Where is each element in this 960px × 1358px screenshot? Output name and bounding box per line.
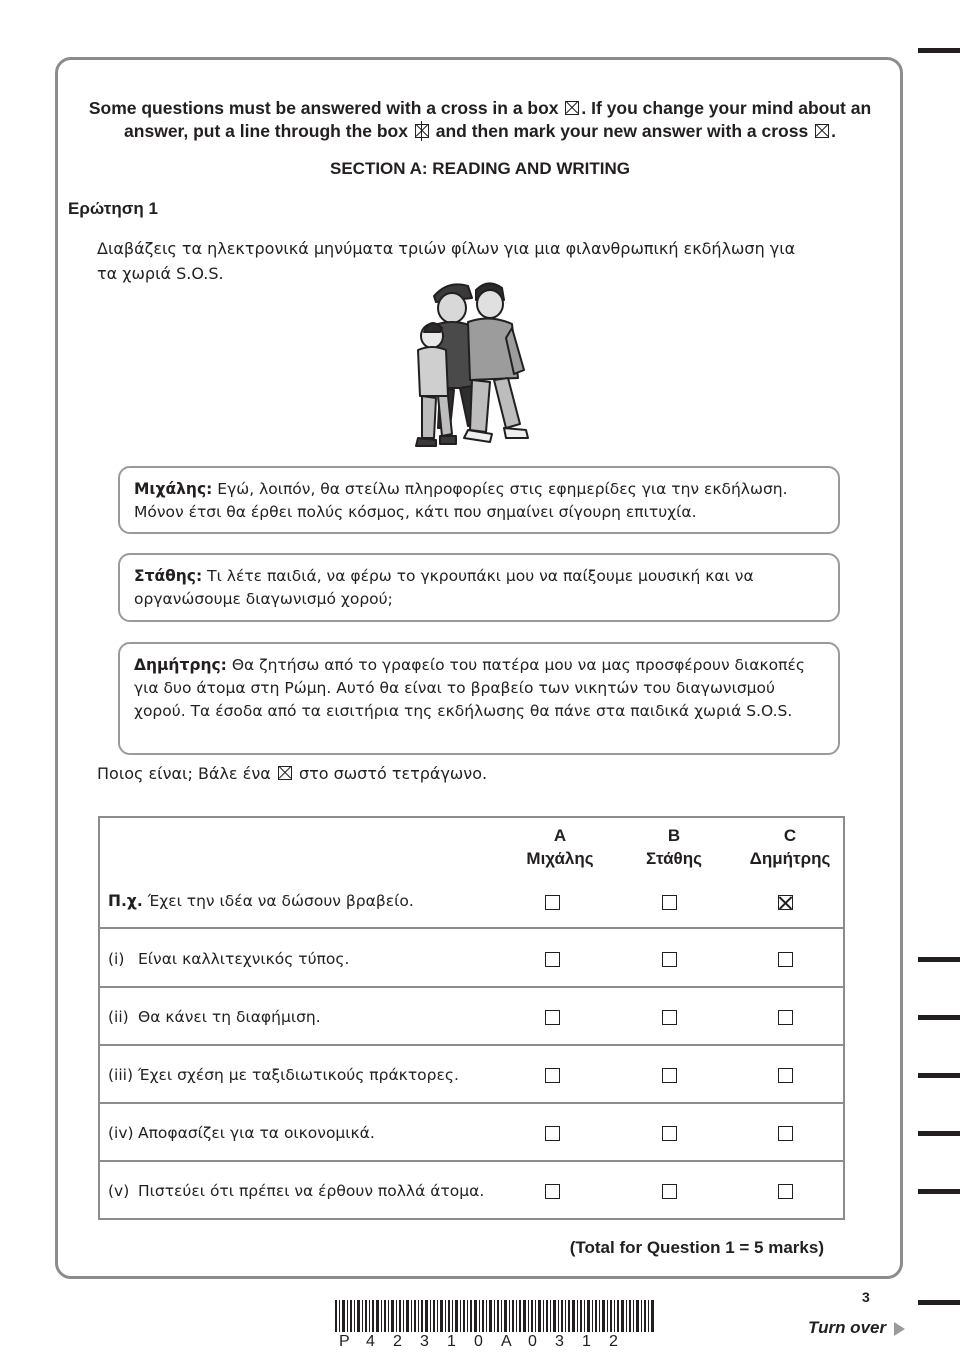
message-text: Τι λέτε παιδιά, να φέρω το γκρουπάκι μου να παίξουμε μουσική και να οργανώσουμε διαγωνισμό χορού; [134, 567, 754, 608]
message-sender: Μιχάλης: [134, 480, 213, 498]
checkbox-iii-c[interactable] [778, 1068, 793, 1083]
question-before: Ποιος είναι; Βάλε ένα [97, 764, 271, 783]
barcode-digit: 4 [366, 1333, 375, 1350]
total-marks: (Total for Question 1 = 5 marks) [569, 1238, 824, 1257]
barcode-digits [339, 1333, 636, 1351]
row-divider [100, 1102, 843, 1104]
three-friends-illustration-icon [410, 278, 535, 450]
cross-box-icon [278, 766, 292, 780]
checkbox-example-c[interactable] [778, 895, 793, 910]
checkbox-i-c[interactable] [778, 952, 793, 967]
margin-mark [918, 1015, 960, 1020]
checkbox-iii-b[interactable] [662, 1068, 677, 1083]
row-number: (ii) [108, 1008, 129, 1026]
checkbox-ii-a[interactable] [545, 1010, 560, 1025]
row-number: (iii) [108, 1066, 134, 1084]
checkbox-iv-a[interactable] [545, 1126, 560, 1141]
message-stathis [118, 553, 840, 622]
table-row [108, 1066, 459, 1084]
column-letter: A [553, 826, 567, 845]
checkbox-v-a[interactable] [545, 1184, 560, 1199]
checkbox-ii-b[interactable] [662, 1010, 677, 1025]
instructions [60, 97, 900, 143]
barcode-digit: 0 [528, 1333, 537, 1350]
table-row [108, 1182, 484, 1200]
instructions-line1b: . If you change your mind about an [581, 98, 872, 118]
section-title: SECTION A: READING AND WRITING [329, 159, 630, 178]
barcode-icon [335, 1300, 655, 1332]
barcode-digit: 3 [555, 1333, 564, 1350]
message-michalis [118, 466, 840, 534]
margin-mark [918, 1300, 960, 1305]
row-divider [100, 1044, 843, 1046]
column-letter: B [667, 826, 681, 845]
table-row [108, 950, 349, 968]
column-head-a [505, 824, 615, 870]
checkbox-ii-c[interactable] [778, 1010, 793, 1025]
question-label: Ερώτηση 1 [68, 199, 158, 218]
row-number: (iv) [108, 1124, 134, 1142]
row-text: Είναι καλλιτεχνικός τύπος. [138, 950, 350, 968]
checkbox-iii-a[interactable] [545, 1068, 560, 1083]
page-number: 3 [862, 1289, 870, 1305]
barcode-digit: 3 [420, 1333, 429, 1350]
instructions-line2b: and then mark your new answer with a cross [435, 121, 809, 141]
row-number: (i) [108, 950, 125, 968]
instructions-line2c: . [831, 121, 836, 141]
row-divider [100, 927, 843, 929]
column-name: Στάθης [646, 849, 702, 868]
margin-mark [918, 1131, 960, 1136]
question-text [97, 764, 487, 783]
checkbox-example-b[interactable] [662, 895, 677, 910]
example-label: Π.χ. [108, 892, 143, 910]
row-divider [100, 986, 843, 988]
cross-box-icon [565, 101, 579, 115]
turn-over-label: Turn over [808, 1318, 887, 1337]
row-text: Αποφασίζει για τα οικονομικά. [138, 1124, 375, 1142]
checkbox-i-a[interactable] [545, 952, 560, 967]
cross-box-icon [815, 124, 829, 138]
margin-mark [918, 1189, 960, 1194]
row-number: (v) [108, 1182, 130, 1200]
row-text: Θα κάνει τη διαφήμιση. [138, 1008, 321, 1026]
column-head-b [619, 824, 729, 870]
question-after: στο σωστό τετράγωνο. [298, 764, 488, 783]
column-name: Δημήτρης [749, 849, 831, 868]
turn-over-arrow-icon [894, 1322, 905, 1336]
barcode-digit: 2 [393, 1333, 402, 1350]
table-row [108, 1008, 321, 1026]
instructions-line1a: Some questions must be answered with a cross in a box [88, 98, 559, 118]
struck-cross-box-icon [415, 124, 429, 138]
message-text: Εγώ, λοιπόν, θα στείλω πληροφορίες στις εφημερίδες για την εκδήλωση. Μόνον έτσι θα έρθει πολύς κόσμος, κάτι που σημαίνει σίγουρη επιτυχία. [134, 480, 788, 521]
instructions-line2a: answer, put a line through the box [124, 121, 408, 141]
barcode-digit: 2 [609, 1333, 618, 1350]
barcode-digit: 0 [474, 1333, 483, 1350]
checkbox-i-b[interactable] [662, 952, 677, 967]
checkbox-iv-c[interactable] [778, 1126, 793, 1141]
example-row [108, 892, 414, 910]
column-name: Μιχάλης [526, 849, 594, 868]
barcode-digit: 1 [447, 1333, 456, 1350]
table-row [108, 1124, 375, 1142]
column-letter: C [783, 826, 797, 845]
checkbox-iv-b[interactable] [662, 1126, 677, 1141]
checkbox-v-b[interactable] [662, 1184, 677, 1199]
margin-mark [918, 1073, 960, 1078]
message-sender: Στάθης: [134, 567, 203, 585]
row-text: Έχει σχέση με ταξιδιωτικούς πράκτορες. [138, 1066, 459, 1084]
message-sender: Δημήτρης: [134, 656, 227, 674]
example-text: Έχει την ιδέα να δώσουν βραβείο. [147, 892, 414, 910]
barcode-digit: 1 [582, 1333, 591, 1350]
margin-mark [918, 48, 960, 53]
message-text: Θα ζητήσω από το γραφείο του πατέρα μου να μας προσφέρουν διακοπές για δυο άτομα στη Ρώμη. Αυτό θα είναι το βραβείο των νικητών του διαγωνισμού χορού. Τα έσοδα από τα εισιτήρια της εκδήλωσης θα πάνε στα παιδικά χωριά S.O.S. [134, 656, 805, 720]
checkbox-v-c[interactable] [778, 1184, 793, 1199]
margin-mark [918, 957, 960, 962]
barcode-digit: P [339, 1333, 350, 1350]
row-text: Πιστεύει ότι πρέπει να έρθουν πολλά άτομα. [138, 1182, 485, 1200]
row-divider [100, 1160, 843, 1162]
barcode-digit: A [501, 1333, 512, 1350]
message-dimitris [118, 642, 840, 755]
intro-text: Διαβάζεις τα ηλεκτρονικά μηνύματα τριών φίλων για μια φιλανθρωπική εκδήλωση για τα χωριά S.O.S. [97, 239, 796, 283]
checkbox-example-a[interactable] [545, 895, 560, 910]
column-head-c [735, 824, 845, 870]
